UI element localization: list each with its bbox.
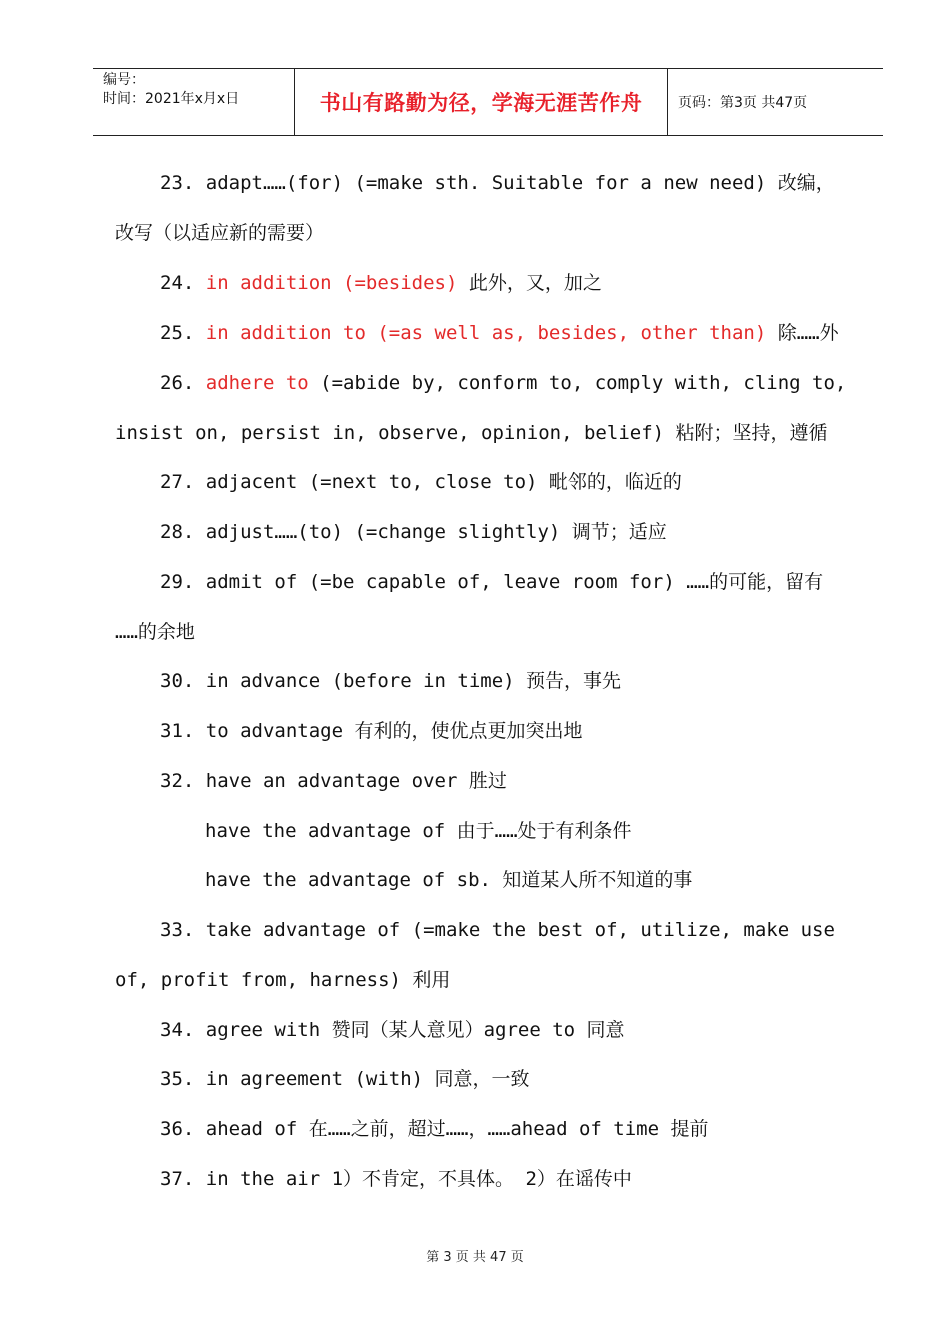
highlighted-phrase: in addition (=besides)	[205, 272, 458, 294]
highlighted-phrase: in addition to (=as well as, besides, other than)	[205, 322, 767, 344]
text-line	[160, 517, 667, 547]
text-line	[160, 268, 602, 298]
text-line	[160, 467, 682, 497]
text-line	[160, 666, 621, 696]
line-text: ……的余地	[115, 621, 195, 643]
text-line	[205, 865, 692, 895]
line-text: (=abide by, conform to, comply with, cling to,	[308, 372, 847, 394]
text-line	[160, 318, 839, 348]
line-text: 27. adjacent (=next to, close to) 毗邻的，临近的	[160, 471, 682, 493]
line-text: 36. ahead of 在……之前，超过……，……ahead of time 提前	[160, 1118, 709, 1140]
text-line	[160, 1064, 530, 1094]
line-text: of, profit from, harness) 利用	[115, 969, 451, 991]
text-line	[160, 766, 507, 796]
page-header	[93, 68, 883, 136]
line-text: 28. adjust……(to) (=change slightly) 调节；适应	[160, 521, 667, 543]
line-text: 31. to advantage 有利的，使优点更加突出地	[160, 720, 583, 742]
line-text: 35. in agreement (with) 同意，一致	[160, 1068, 530, 1090]
header-motto: 书山有路勤为径，学海无涯苦作舟	[295, 69, 668, 135]
text-line	[115, 218, 324, 248]
line-text: 此外，又，加之	[457, 272, 602, 294]
highlighted-phrase: adhere to	[205, 372, 309, 394]
number-label: 编号：	[103, 72, 145, 88]
text-line	[205, 816, 632, 846]
line-text: 29. admit of (=be capable of, leave room for) ……的可能，留有	[160, 571, 824, 593]
header-page-info: 页码：第3页 共47页	[678, 95, 808, 111]
text-line	[160, 1114, 709, 1144]
line-text: 32. have an advantage over 胜过	[160, 770, 507, 792]
line-text: 24.	[160, 272, 206, 294]
text-line	[160, 567, 823, 597]
text-line	[160, 915, 835, 945]
text-line	[115, 965, 450, 995]
line-text: have the advantage of 由于……处于有利条件	[205, 820, 632, 842]
line-text: 25.	[160, 322, 206, 344]
line-text: 33. take advantage of (=make the best of, utilize, make use	[160, 919, 835, 941]
line-text: 改写（以适应新的需要）	[115, 222, 325, 244]
text-line	[160, 1015, 625, 1045]
page-footer: 第 3 页 共 47 页	[426, 1250, 524, 1265]
text-line	[115, 617, 195, 647]
text-line	[160, 1164, 632, 1194]
line-text: 34. agree with 赞同（某人意见）agree to 同意	[160, 1019, 625, 1041]
time-label: 时间：2021年x月x日	[103, 91, 240, 107]
line-text: 23. adapt……(for) (=make sth. Suitable for a new need) 改编，	[160, 172, 835, 194]
line-text: 26.	[160, 372, 206, 394]
text-line	[115, 418, 828, 448]
line-text: 除……外	[766, 322, 839, 344]
line-text: 37. in the air 1）不肯定，不具体。 2）在谣传中	[160, 1168, 632, 1190]
text-line	[160, 716, 582, 746]
text-line	[160, 168, 835, 198]
line-text: insist on, persist in, observe, opinion, belief) 粘附；坚持，遵循	[115, 422, 828, 444]
line-text: have the advantage of sb. 知道某人所不知道的事	[205, 869, 693, 891]
header-meta	[93, 69, 295, 135]
text-line	[160, 368, 846, 398]
line-text: 30. in advance (before in time) 预告，事先	[160, 670, 622, 692]
